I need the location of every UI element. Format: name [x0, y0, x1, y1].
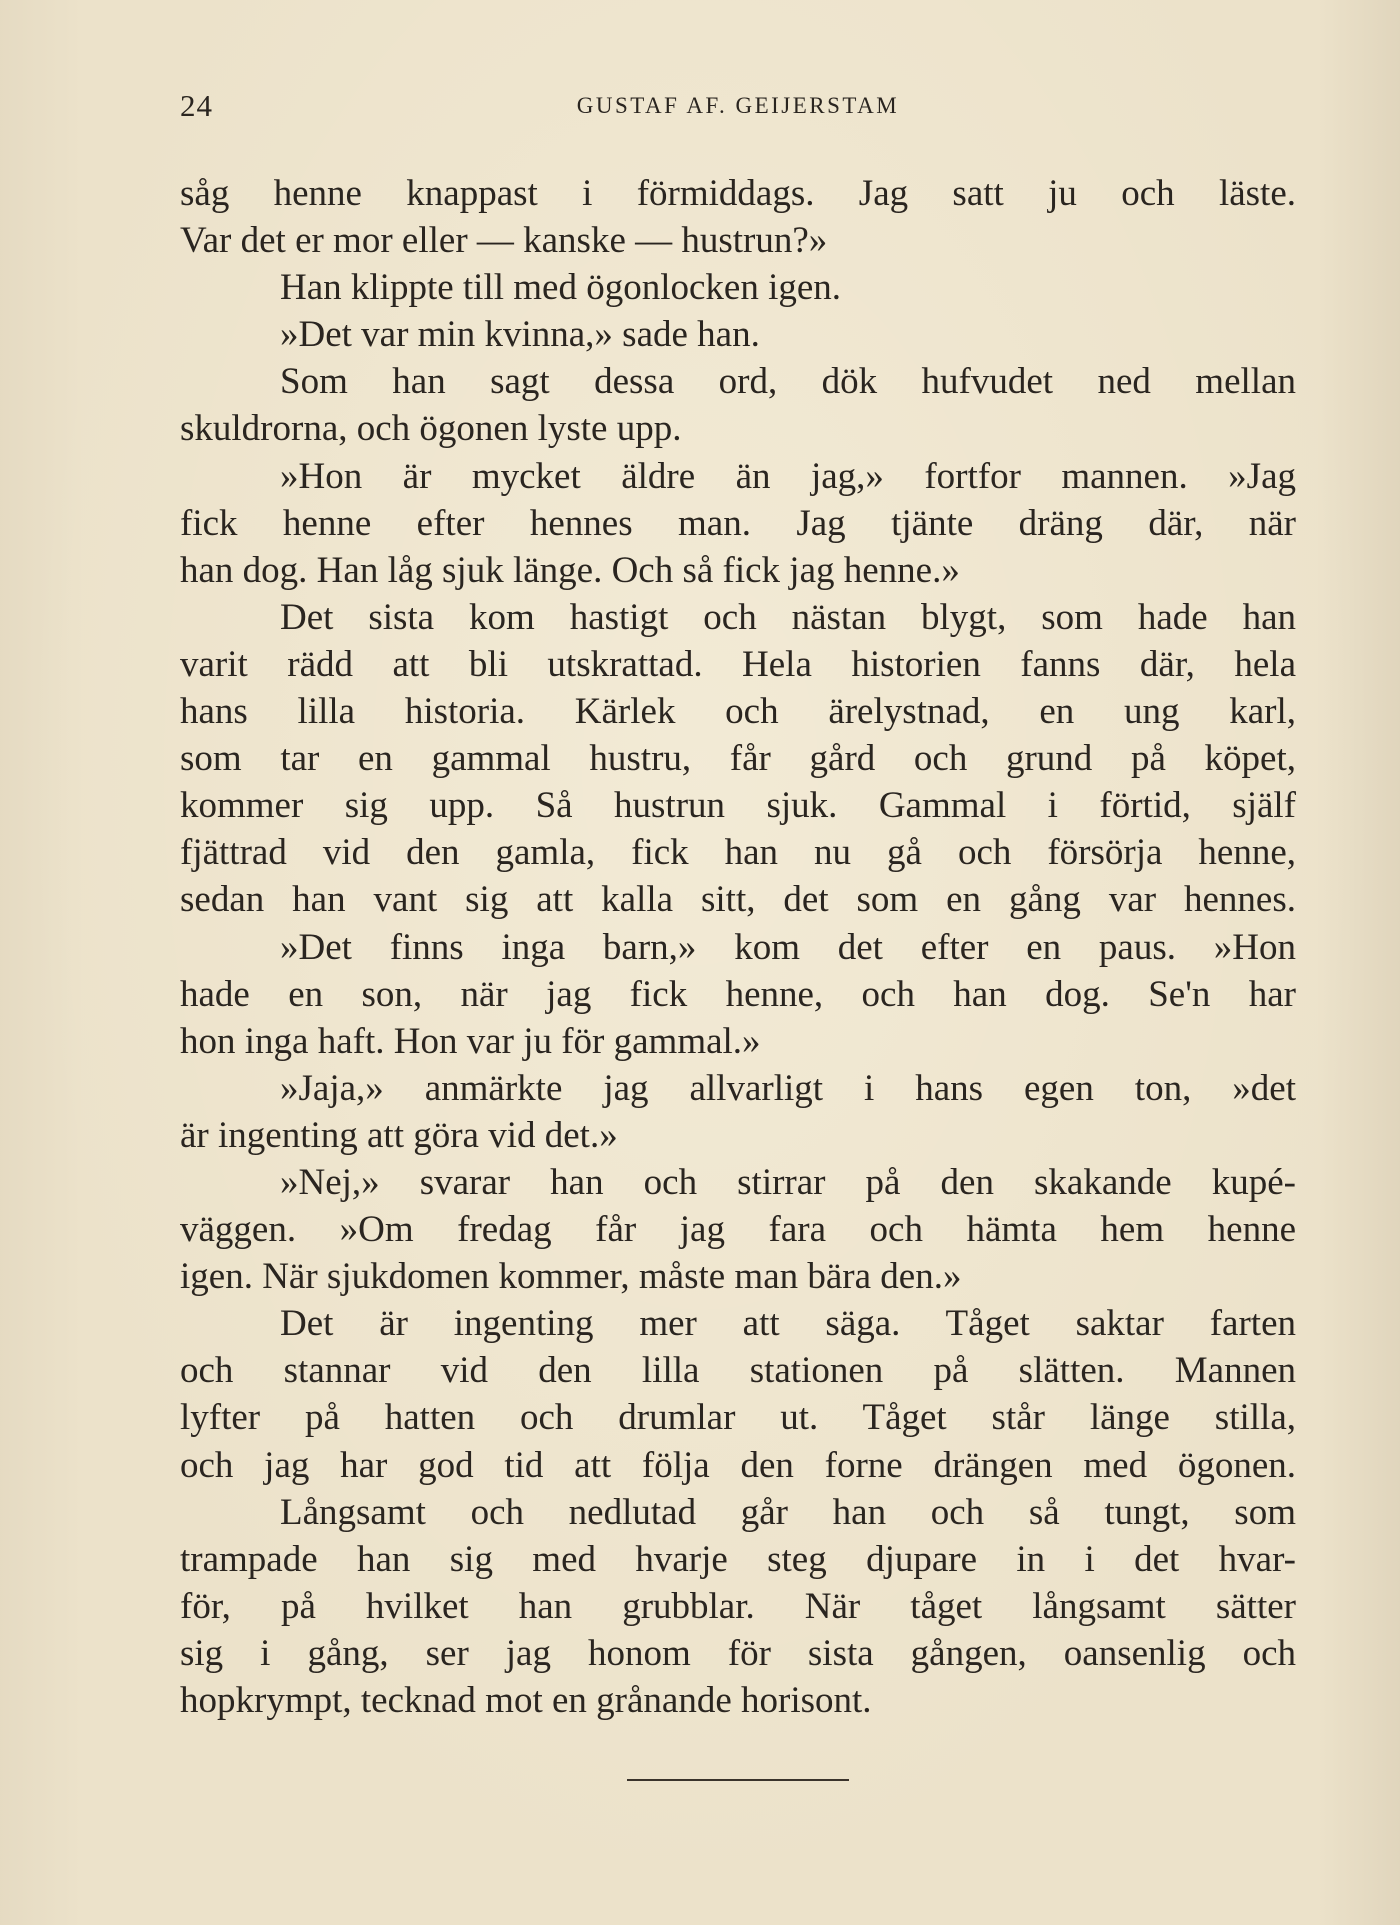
text-line: »Nej,» svarar han och stirrar på den skakande kupé-	[280, 1161, 1296, 1203]
text-line: för, på hvilket han grubblar. När tåget långsamt sätter	[180, 1585, 1296, 1627]
text-line: och stannar vid den lilla stationen på slätten. Mannen	[180, 1350, 1296, 1392]
text-line: Långsamt och nedlutad går han och så tungt, som	[280, 1491, 1296, 1533]
text-line: hans lilla historia. Kärlek och ärelystnad, en ung karl,	[180, 691, 1296, 733]
end-rule	[627, 1779, 849, 1781]
running-head: GUSTAF AF. GEIJERSTAM	[576, 93, 900, 118]
text-line: Det är ingenting mer att säga. Tåget saktar farten	[280, 1303, 1296, 1345]
text-line: Var det er mor eller — kanske — hustrun?»	[180, 220, 828, 262]
text-line: är ingenting att göra vid det.»	[180, 1114, 618, 1156]
text-line: sedan han vant sig att kalla sitt, det som en gång var hennes.	[180, 879, 1296, 921]
page-number: 24	[180, 88, 213, 123]
text-line: varit rädd att bli utskrattad. Hela historien fanns där, hela	[180, 643, 1296, 685]
text-line: och jag har god tid att följa den forne drängen med ögonen.	[180, 1444, 1296, 1486]
text-line: kommer sig upp. Så hustrun sjuk. Gammal i förtid, själf	[180, 785, 1296, 827]
text-line: hopkrympt, tecknad mot en grånande horisont.	[180, 1680, 872, 1721]
text-line: Han klippte till med ögonlocken igen.	[280, 267, 842, 309]
text-line: väggen. »Om fredag får jag fara och hämta hem henne	[180, 1209, 1296, 1251]
text-line: »Det finns inga barn,» kom det efter en paus. »Hon	[280, 926, 1296, 968]
text-line: »Det var min kvinna,» sade han.	[280, 314, 760, 356]
text-line: igen. När sjukdomen kommer, måste man bära den.»	[180, 1256, 962, 1298]
text-line: hon inga haft. Hon var ju för gammal.»	[180, 1020, 761, 1062]
text-line: sig i gång, ser jag honom för sista gången, oansenlig och	[180, 1632, 1296, 1674]
text-line: »Hon är mycket äldre än jag,» fortfor mannen. »Jag	[280, 455, 1296, 497]
text-line: »Jaja,» anmärkte jag allvarligt i hans egen ton, »det	[280, 1067, 1296, 1109]
text-line: han dog. Han låg sjuk länge. Och så fick jag henne.»	[180, 549, 960, 591]
text-line: som tar en gammal hustru, får gård och grund på köpet,	[180, 738, 1296, 780]
text-line: lyfter på hatten och drumlar ut. Tåget står länge stilla,	[180, 1397, 1296, 1439]
text-line: Som han sagt dessa ord, dök hufvudet ned mellan	[280, 361, 1296, 403]
text-line: Det sista kom hastigt och nästan blygt, som hade han	[280, 596, 1296, 638]
text-line: fjättrad vid den gamla, fick han nu gå och försörja henne,	[180, 832, 1296, 874]
text-line: skuldrorna, och ögonen lyste upp.	[180, 408, 682, 450]
body-text	[180, 170, 1296, 1724]
text-line: trampade han sig med hvarje steg djupare in i det hvar-	[180, 1538, 1296, 1580]
page-header	[180, 88, 1296, 128]
text-line: fick henne efter hennes man. Jag tjänte dräng där, när	[180, 502, 1296, 544]
text-line: hade en son, när jag fick henne, och han dog. Se'n har	[180, 973, 1296, 1015]
text-line: såg henne knappast i förmiddags. Jag satt ju och läste.	[180, 173, 1296, 214]
